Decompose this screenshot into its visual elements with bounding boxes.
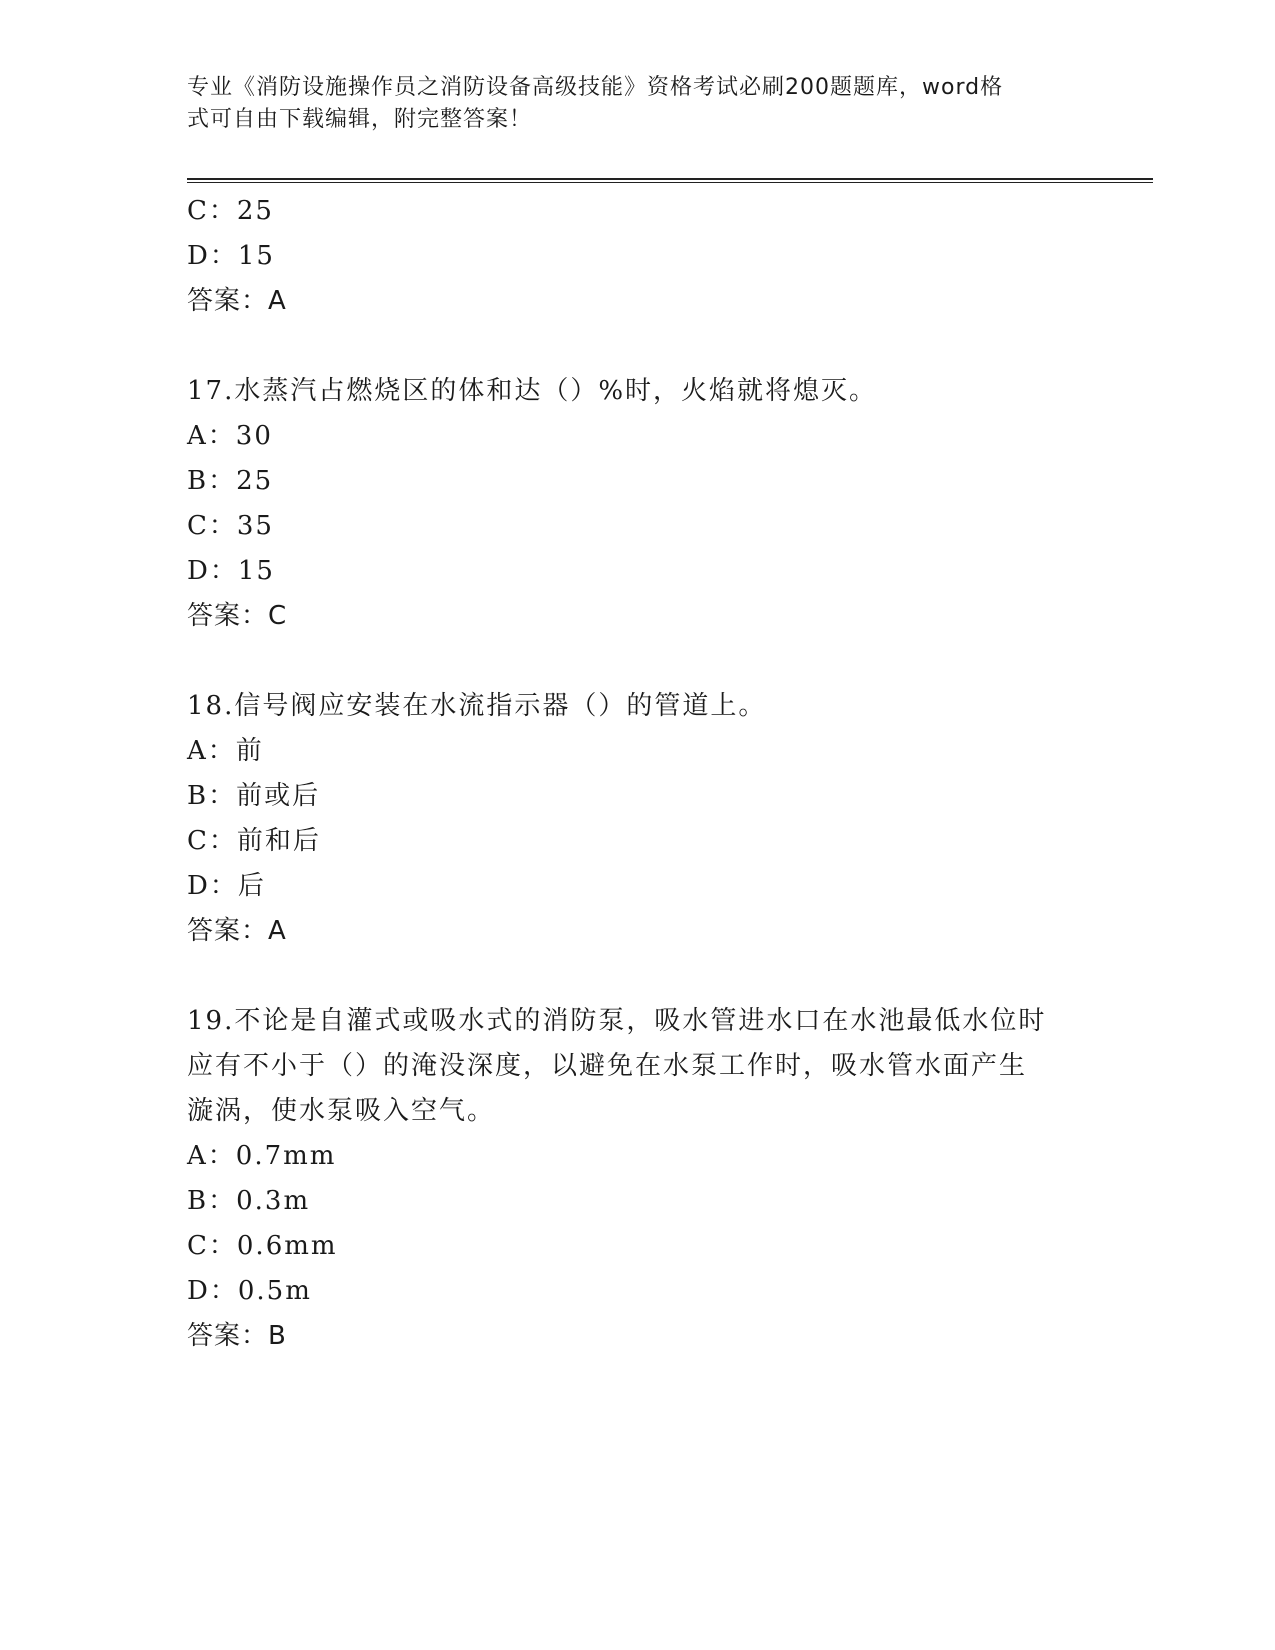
q18-question: 18.信号阀应安装在水流指示器（）的管道上。 xyxy=(187,691,767,721)
q18-answer: 答案：A xyxy=(187,916,287,946)
q19-option-a: A：0.7mm xyxy=(187,1141,337,1171)
q19-option-c: C：0.6mm xyxy=(187,1231,338,1261)
q19-answer: 答案：B xyxy=(187,1321,287,1351)
q17-question: 17.水蒸汽占燃烧区的体和达（）%时，火焰就将熄灭。 xyxy=(187,376,878,406)
q19-question-line-2: 应有不小于（）的淹没深度，以避免在水泵工作时，吸水管水面产生 xyxy=(187,1051,1028,1081)
q17-option-c: C：35 xyxy=(187,511,274,541)
document-header xyxy=(187,72,1067,136)
q19-option-d: D：0.5m xyxy=(187,1276,312,1306)
q17-option-b: B：25 xyxy=(187,466,274,496)
header-line-2: 式可自由下载编辑，附完整答案！ xyxy=(187,107,533,132)
q18-option-d: D：后 xyxy=(187,871,266,901)
q19-question-line-3: 漩涡，使水泵吸入空气。 xyxy=(187,1096,496,1126)
q16-answer: 答案：A xyxy=(187,286,287,316)
q18-option-b: B：前或后 xyxy=(187,781,321,811)
q18-option-a: A：前 xyxy=(187,736,264,766)
q16-option-d: D：15 xyxy=(187,241,275,271)
header-divider xyxy=(187,178,1153,183)
q16-option-c: C：25 xyxy=(187,196,274,226)
header-line-1: 专业《消防设施操作员之消防设备高级技能》资格考试必刷200题题库，word格 xyxy=(187,75,1004,100)
q17-answer: 答案：C xyxy=(187,601,288,631)
q19-question-line-1: 19.不论是自灌式或吸水式的消防泵，吸水管进水口在水池最低水位时 xyxy=(187,1006,1047,1036)
q18-option-c: C：前和后 xyxy=(187,826,321,856)
q17-option-a: A：30 xyxy=(187,421,273,451)
q19-option-b: B：0.3m xyxy=(187,1186,311,1216)
q17-option-d: D：15 xyxy=(187,556,275,586)
